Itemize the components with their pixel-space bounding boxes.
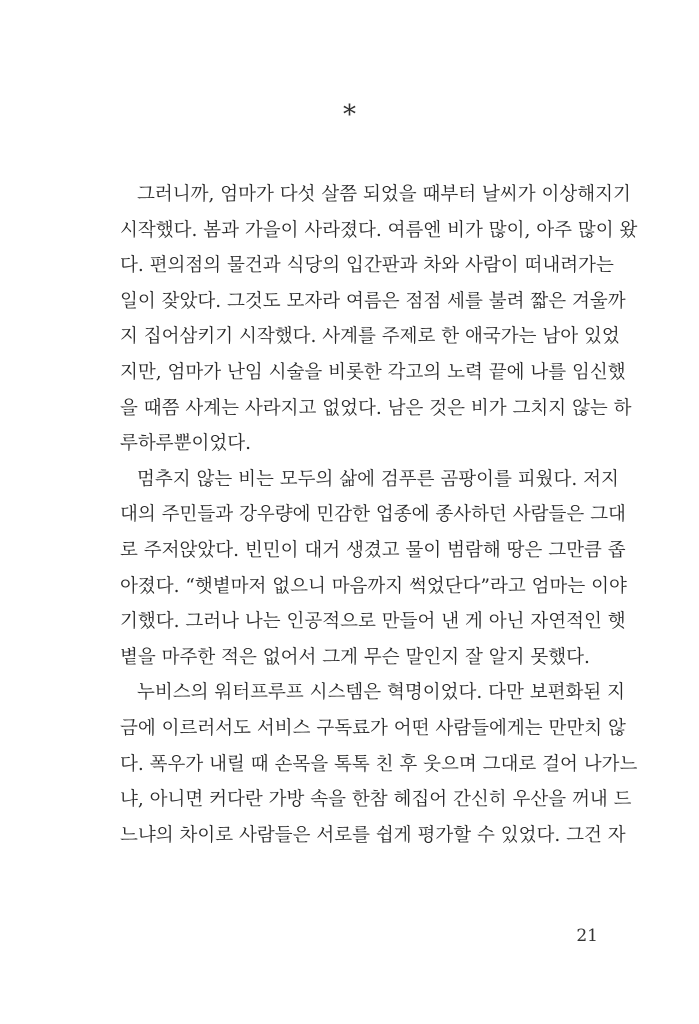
text-line: 기했다. 그러나 나는 인공적으로 만들어 낸 게 아닌 자연적인 햇	[120, 611, 626, 633]
text-line: 일이 잦았다. 그것도 모자라 여름은 점점 세를 불려 짧은 겨울까	[120, 290, 626, 312]
text-line: 시작했다. 봄과 가을이 사라졌다. 여름엔 비가 많이, 아주 많이 왔	[120, 219, 638, 241]
body-text	[120, 180, 638, 856]
paragraph-1	[120, 180, 638, 465]
text-line: 루하루뿐이었다.	[120, 433, 251, 455]
text-line: 로 주저앉았다. 빈민이 대거 생겼고 물이 범람해 땅은 그만큼 좁	[120, 539, 626, 561]
text-line: 누비스의 워터프루프 시스템은 혁명이었다. 다만 보편화된 지	[137, 682, 625, 704]
text-line: 을 때쯤 사계는 사라지고 없었다. 남은 것은 비가 그치지 않는 하	[120, 397, 632, 419]
text-line: 냐, 아니면 커다란 가방 속을 한참 헤집어 간신히 우산을 꺼내 드	[120, 789, 632, 811]
text-line: 대의 주민들과 강우량에 민감한 업종에 종사하던 사람들은 그대	[120, 504, 626, 526]
section-break-mark: *	[343, 100, 356, 130]
text-line: 느냐의 차이로 사람들은 서로를 쉽게 평가할 수 있었다. 그건 자	[120, 824, 626, 846]
text-line: 다. 편의점의 물건과 식당의 입간판과 차와 사람이 떠내려가는	[120, 255, 614, 277]
text-line: 다. 폭우가 내릴 때 손목을 톡톡 친 후 웃으며 그대로 걸어 나가느	[120, 753, 638, 775]
text-line: 볕을 마주한 적은 없어서 그게 무슨 말인지 잘 알지 못했다.	[120, 646, 590, 668]
paragraph-2	[120, 465, 627, 679]
text-line: 지만, 엄마가 난임 시술을 비롯한 각고의 노력 끝에 나를 임신했	[120, 361, 626, 383]
text-line: 아졌다. “햇볕마저 없으니 마음까지 썩었단다”라고 엄마는 이야	[120, 575, 627, 597]
text-line: 지 집어삼키기 시작했다. 사계를 주제로 한 애국가는 남아 있었	[120, 326, 620, 348]
text-line: 금에 이르러서도 서비스 구독료가 어떤 사람들에게는 만만치 않	[120, 717, 626, 739]
text-line: 멈추지 않는 비는 모두의 삶에 검푸른 곰팡이를 피웠다. 저지	[137, 468, 619, 490]
page-number: 21	[576, 926, 598, 946]
text-line: 그러니까, 엄마가 다섯 살쯤 되었을 때부터 날씨가 이상해지기	[137, 184, 631, 205]
paragraph-3	[120, 678, 638, 856]
